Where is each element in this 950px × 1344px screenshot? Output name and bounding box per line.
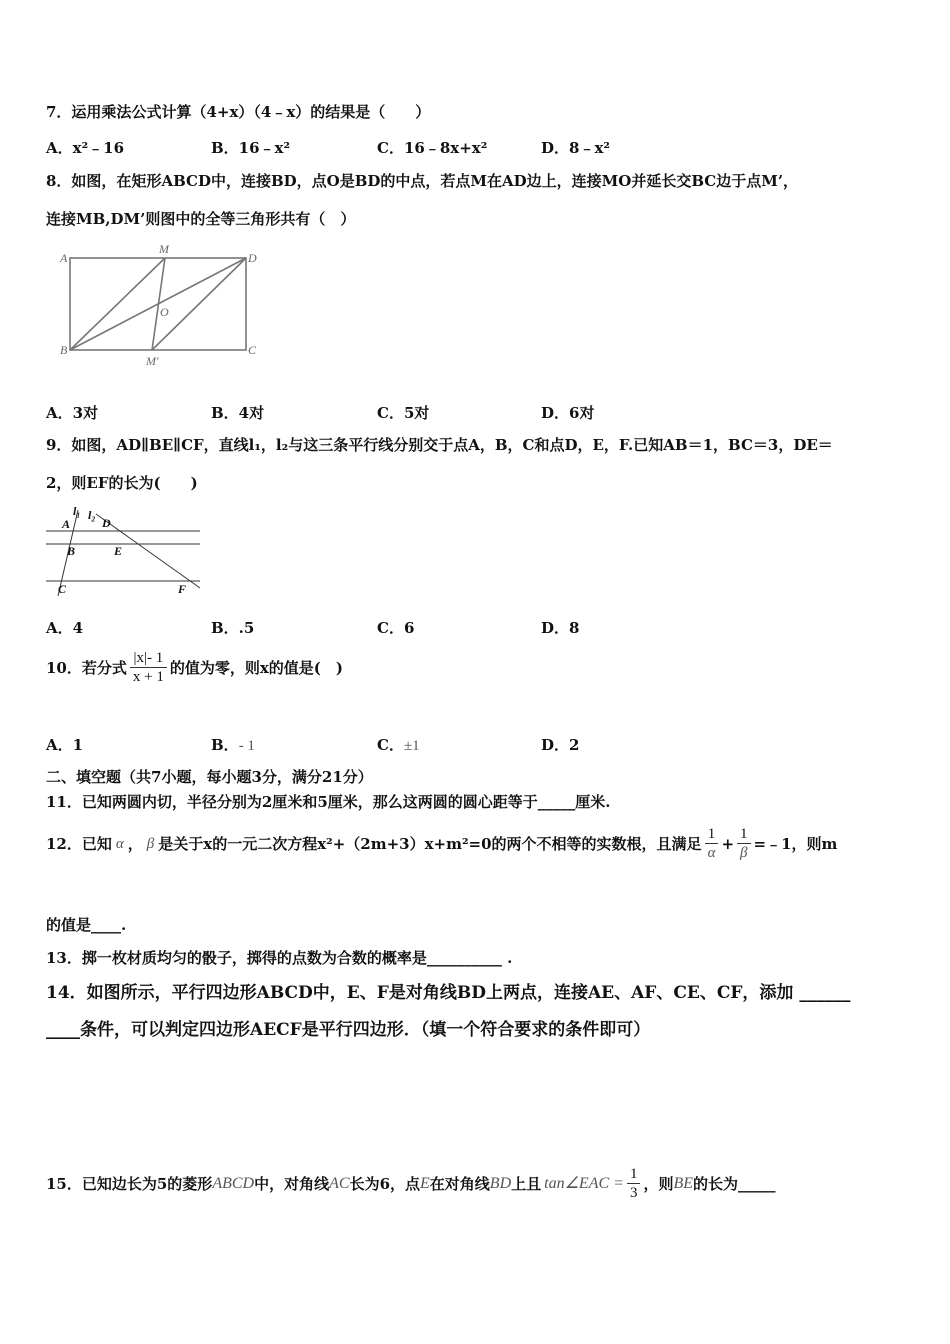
q9-stem-line2: 2，则EF的长为( )	[46, 474, 198, 492]
q11-stem: 11．已知两圆内切，半径分别为2厘米和5厘米，那么这两圆的圆心距等于_____厘米.	[46, 793, 611, 811]
q10-option-c	[377, 734, 420, 755]
fig9-label-d: D	[102, 516, 111, 530]
q10-option-b	[211, 734, 255, 755]
fig9-label-f: F	[178, 582, 187, 596]
q9-parallel-lines-figure	[40, 504, 210, 598]
q12-plus: +	[721, 834, 735, 853]
q12-stem-a: 12．已知	[46, 834, 112, 853]
q12-frac1-num: 1	[705, 826, 719, 844]
fig9-label-e: E	[114, 544, 123, 558]
fig8-label-b: B	[60, 343, 68, 357]
q15-stem-g: 的长为_____	[693, 1174, 776, 1193]
q14-line2: ____条件，可以判定四边形AECF是平行四边形．（填一个符合要求的条件即可）	[46, 1020, 651, 1040]
fig8-label-m-prime: M'	[146, 354, 159, 368]
q12-frac-beta	[737, 826, 751, 862]
q8-stem-line1: 8．如图，在矩形ABCD中，连接BD，点O是BD的中点，若点M在AD边上，连接MO并延长交BC边于点M’，	[46, 172, 799, 190]
q8-rectangle-figure	[58, 244, 268, 370]
q12-frac1-den: α	[707, 844, 716, 861]
q8-option-d: D．6对	[541, 404, 595, 422]
q15-tan-num: 1	[627, 1166, 641, 1184]
q10-option-d: D．2	[541, 736, 580, 754]
q7-stem: 7．运用乘法公式计算（4+x）（4﹣x）的结果是（ ）	[46, 103, 431, 121]
q12-frac-alpha	[705, 826, 719, 862]
q9-stem-line1: 9．如图，AD∥BE∥CF，直线l₁，l₂与这三条平行线分别交于点A，B，C和点D，E，F.已知AB＝1，BC＝3，DE＝	[46, 436, 833, 454]
fig9-label-l1: l₁	[73, 504, 81, 518]
q15-tan-fraction	[627, 1166, 641, 1202]
q14-line1: 14．如图所示，平行四边形ABCD中，E、F是对角线BD上两点，连接AE、AF、CE、CF，添加 ______	[46, 983, 851, 1003]
q15-stem-a: 15．已知边长为5的菱形	[46, 1174, 213, 1193]
fig9-label-c: C	[58, 582, 67, 596]
fig8-label-d: D	[248, 251, 257, 265]
fig8-label-a: A	[60, 251, 68, 265]
q10-option-b-label: B．	[211, 736, 239, 754]
fig9-label-l2: l₂	[88, 508, 96, 522]
q15-stem-f: ，则	[643, 1174, 674, 1193]
q12-stem	[46, 826, 837, 862]
q13-stem: 13．掷一枚材质均匀的骰子，掷得的点数为合数的概率是__________ .	[46, 949, 513, 967]
fig9-label-b: B	[67, 544, 76, 558]
q10-stem-suffix: 的值为零，则x的值是( )	[169, 658, 343, 677]
q12-stem-b: ，	[127, 834, 143, 853]
q12-stem-d: =﹣1，则m	[753, 834, 838, 853]
q12-beta: β	[146, 835, 155, 852]
q15-stem-d: 在对角线	[429, 1174, 490, 1193]
q15-tan-den: 3	[629, 1184, 638, 1201]
q7-option-a: A．x²﹣16	[46, 139, 125, 157]
q8-option-c: C．5对	[377, 404, 430, 422]
q10-option-c-label: C．	[377, 736, 404, 754]
q10-stem-prefix: 10．若分式	[46, 658, 127, 677]
q7-option-c: C．16﹣8x+x²	[377, 139, 488, 157]
fig9-label-a: A	[62, 517, 71, 531]
q9-option-c: C．6	[377, 619, 415, 637]
q12-line2: 的值是____.	[46, 916, 127, 934]
q15-abcd: ABCD	[212, 1175, 255, 1193]
fig8-label-o: O	[160, 305, 169, 319]
section2-title: 二、填空题（共7小题，每小题3分，满分21分）	[46, 768, 373, 786]
fig8-label-c: C	[248, 343, 257, 357]
q8-option-a: A．3对	[46, 404, 99, 422]
q15-stem	[46, 1166, 776, 1202]
q15-stem-e: 上且	[511, 1174, 542, 1193]
q10-frac-den: x + 1	[132, 668, 164, 685]
q9-option-d: D．8	[541, 619, 580, 637]
q15-tan: tan∠EAC =	[544, 1175, 624, 1193]
q8-option-b: B．4对	[211, 404, 265, 422]
q10-option-a: A．1	[46, 736, 84, 754]
q10-fraction	[130, 650, 167, 686]
q12-stem-c: 是关于x的一元二次方程x²+（2m+3）x+m²=0的两个不相等的实数根，且满足	[158, 834, 702, 853]
q15-stem-c: 长为6，点	[349, 1174, 420, 1193]
q10-option-b-value: - 1	[238, 738, 255, 754]
q12-alpha: α	[115, 835, 124, 852]
q10-frac-num: |x|- 1	[130, 650, 167, 668]
q15-bd: BD	[489, 1175, 512, 1193]
q7-option-d: D．8﹣x²	[541, 139, 610, 157]
q9-option-a: A．4	[46, 619, 84, 637]
q10-option-c-value: ±1	[403, 738, 420, 754]
q15-ac: AC	[329, 1175, 350, 1193]
q12-frac2-num: 1	[737, 826, 751, 844]
q8-stem-line2: 连接MB,DM’则图中的全等三角形共有（ ）	[46, 210, 356, 228]
q12-frac2-den: β	[740, 844, 748, 861]
q15-stem-b: 中，对角线	[254, 1174, 330, 1193]
q10-stem	[46, 650, 343, 686]
q15-be: BE	[673, 1175, 694, 1193]
q15-e: E	[420, 1175, 430, 1193]
q7-option-b: B．16﹣x²	[211, 139, 291, 157]
q9-option-b: B．.5	[211, 619, 255, 637]
fig8-label-m: M	[159, 244, 169, 256]
